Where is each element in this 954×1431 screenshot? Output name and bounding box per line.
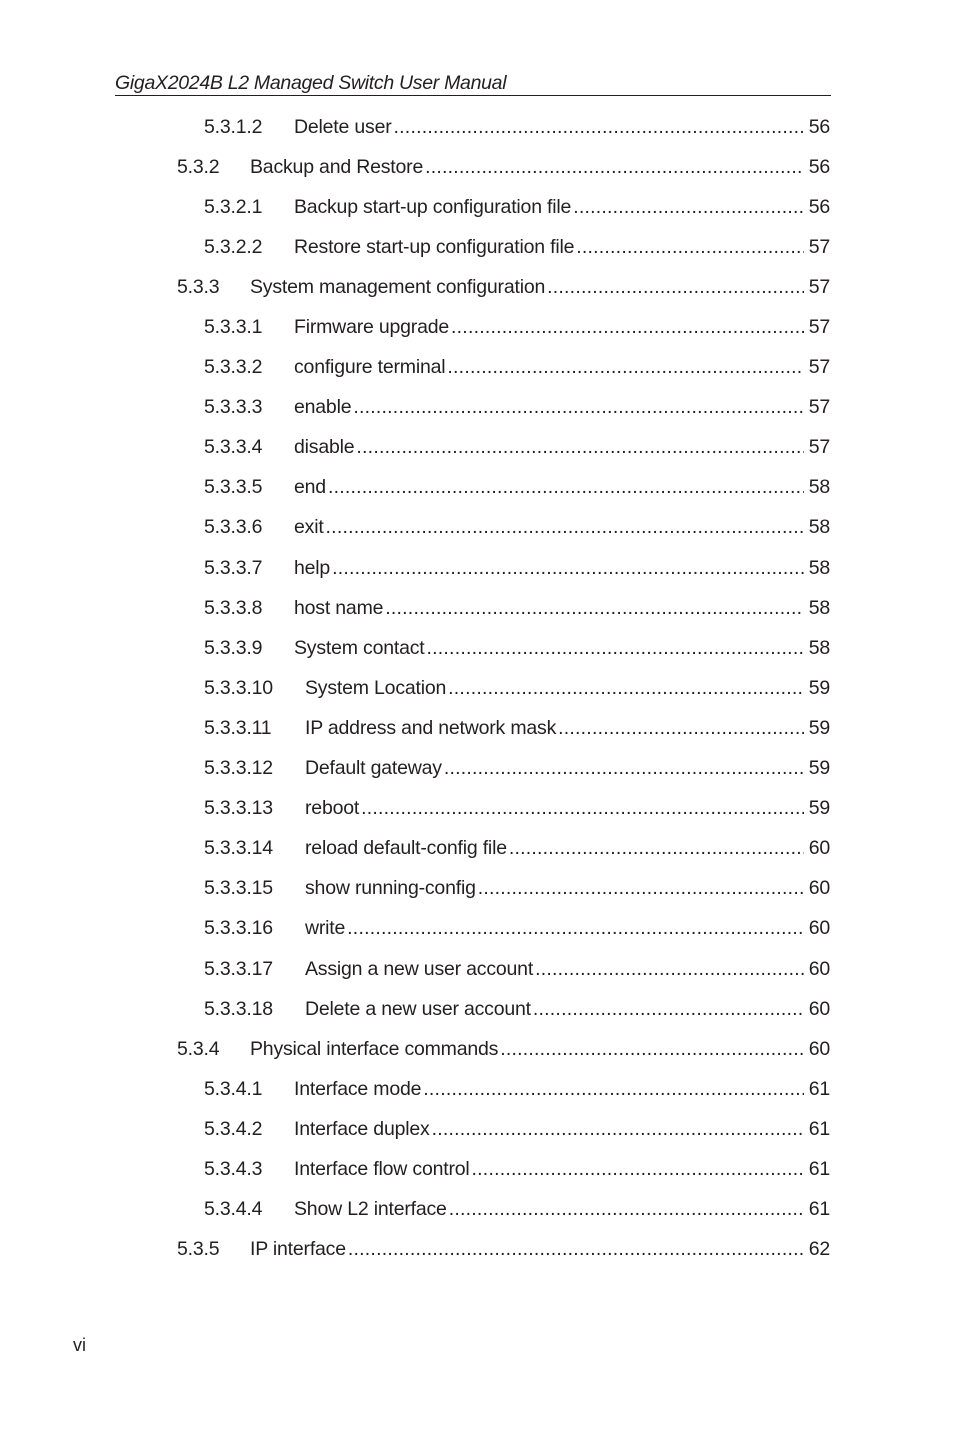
toc-entry-number: 5.3.4.4 bbox=[204, 1198, 263, 1221]
toc-entry-page: 60 bbox=[808, 917, 830, 940]
toc-entry-label: show running-config bbox=[305, 877, 476, 900]
toc-entry-page: 58 bbox=[808, 476, 830, 499]
dot-leader bbox=[385, 597, 804, 620]
toc-entry-line bbox=[294, 436, 830, 459]
toc-entry-line bbox=[294, 356, 830, 379]
toc-entry-label: end bbox=[294, 476, 326, 499]
toc-entry-line bbox=[294, 476, 830, 499]
toc-entry-label: help bbox=[294, 556, 331, 579]
toc-entry-line bbox=[294, 1158, 830, 1181]
toc-entry-page: 61 bbox=[808, 1077, 830, 1100]
toc-entry-number: 5.3.3.6 bbox=[204, 516, 263, 539]
toc-entry-page: 56 bbox=[808, 155, 830, 178]
toc-entry-number: 5.3.3.5 bbox=[204, 476, 263, 499]
toc-entry[interactable] bbox=[0, 428, 954, 468]
toc-entry-page: 58 bbox=[808, 596, 830, 619]
toc-entry[interactable] bbox=[0, 588, 954, 628]
toc-entry-line bbox=[305, 837, 830, 860]
toc-entry-page: 57 bbox=[808, 235, 830, 258]
toc-entry[interactable] bbox=[0, 949, 954, 989]
toc-entry-page: 60 bbox=[808, 877, 830, 900]
toc-entry-number: 5.3.4 bbox=[177, 1037, 220, 1060]
toc-entry-label: write bbox=[305, 917, 346, 940]
dot-leader bbox=[509, 837, 804, 860]
dot-leader bbox=[478, 877, 804, 900]
toc-entry-number: 5.3.4.1 bbox=[204, 1077, 263, 1100]
toc-entry-label: Show L2 interface bbox=[294, 1198, 447, 1221]
toc-entry-number: 5.3.4.3 bbox=[204, 1157, 263, 1180]
toc-entry[interactable] bbox=[0, 187, 954, 227]
toc-entry-number: 5.3.3.13 bbox=[204, 797, 273, 820]
dot-leader bbox=[361, 797, 804, 820]
toc-entry-number: 5.3.3.14 bbox=[204, 837, 273, 860]
toc-entry[interactable] bbox=[0, 869, 954, 909]
dot-leader bbox=[332, 557, 804, 580]
toc-entry-number: 5.3.3.3 bbox=[204, 396, 263, 419]
toc-entry-number: 5.3.3.15 bbox=[204, 877, 273, 900]
dot-leader bbox=[356, 436, 804, 459]
toc-entry[interactable] bbox=[0, 348, 954, 388]
toc-entry[interactable] bbox=[0, 909, 954, 949]
toc-entry-number: 5.3.4.2 bbox=[204, 1117, 263, 1140]
toc-entry-page: 56 bbox=[808, 115, 830, 138]
toc-entry-page: 61 bbox=[808, 1117, 830, 1140]
dot-leader bbox=[444, 757, 804, 780]
toc-entry-number: 5.3.2 bbox=[177, 155, 220, 178]
toc-entry-number: 5.3.3.1 bbox=[204, 316, 263, 339]
dot-leader bbox=[348, 1238, 804, 1261]
toc-entry-number: 5.3.3.18 bbox=[204, 997, 273, 1020]
dot-leader bbox=[500, 1038, 804, 1061]
toc-entry-number: 5.3.3.17 bbox=[204, 957, 273, 980]
dot-leader bbox=[423, 1078, 804, 1101]
toc-entry-label: System management configuration bbox=[250, 275, 546, 298]
toc-entry-number: 5.3.3.10 bbox=[204, 676, 273, 699]
toc-entry-page: 56 bbox=[808, 195, 830, 218]
toc-entry-page: 60 bbox=[808, 957, 830, 980]
toc-entry-number: 5.3.3.9 bbox=[204, 636, 263, 659]
toc-entry-line bbox=[305, 797, 830, 820]
toc-entry-line bbox=[305, 677, 830, 700]
page-header bbox=[115, 71, 831, 96]
toc-entry-label: Delete a new user account bbox=[305, 997, 531, 1020]
toc-entry-page: 57 bbox=[808, 436, 830, 459]
dot-leader bbox=[472, 1158, 804, 1181]
toc-entry[interactable] bbox=[0, 147, 954, 187]
toc-entry-page: 61 bbox=[808, 1157, 830, 1180]
toc-entry[interactable] bbox=[0, 227, 954, 267]
toc-entry-page: 58 bbox=[808, 516, 830, 539]
toc-entry-number: 5.3.1.2 bbox=[204, 115, 263, 138]
toc-entry-number: 5.3.3.8 bbox=[204, 596, 263, 619]
toc-entry-line bbox=[305, 877, 830, 900]
toc-entry-page: 57 bbox=[808, 356, 830, 379]
toc-entry[interactable] bbox=[0, 388, 954, 428]
toc-entry-line bbox=[294, 637, 830, 660]
toc-entry[interactable] bbox=[0, 749, 954, 789]
toc-entry-label: Interface flow control bbox=[294, 1157, 470, 1180]
toc-entry-line bbox=[294, 557, 830, 580]
toc-entry-line bbox=[305, 757, 830, 780]
toc-entry-number: 5.3.2.2 bbox=[204, 235, 263, 258]
toc-entry-number: 5.3.3.16 bbox=[204, 917, 273, 940]
dot-leader bbox=[432, 1118, 804, 1141]
toc-entry-label: configure terminal bbox=[294, 356, 446, 379]
toc-entry-number: 5.3.3.12 bbox=[204, 757, 273, 780]
toc-entry-page: 57 bbox=[808, 396, 830, 419]
toc-entry-page: 59 bbox=[808, 797, 830, 820]
toc-entry-label: host name bbox=[294, 596, 384, 619]
toc-entry[interactable] bbox=[0, 1230, 954, 1270]
toc-entry-number: 5.3.3.4 bbox=[204, 436, 263, 459]
toc-entry[interactable] bbox=[0, 107, 954, 147]
toc-entry-line bbox=[294, 1198, 830, 1221]
toc-entry-line bbox=[294, 316, 830, 339]
dot-leader bbox=[576, 236, 804, 259]
dot-leader bbox=[427, 637, 804, 660]
toc-entry-page: 60 bbox=[808, 837, 830, 860]
toc-entry[interactable] bbox=[0, 789, 954, 829]
toc-entry[interactable] bbox=[0, 829, 954, 869]
toc-entry-label: Physical interface commands bbox=[250, 1037, 499, 1060]
toc-entry-page: 61 bbox=[808, 1198, 830, 1221]
toc-entry[interactable] bbox=[0, 468, 954, 508]
toc-entry-label: Backup start-up configuration file bbox=[294, 195, 572, 218]
toc-entry-page: 58 bbox=[808, 636, 830, 659]
toc-entry-line bbox=[250, 276, 830, 299]
dot-leader bbox=[533, 998, 804, 1021]
dot-leader bbox=[558, 717, 804, 740]
toc-entry-label: Interface mode bbox=[294, 1077, 422, 1100]
toc-entry-number: 5.3.3 bbox=[177, 275, 220, 298]
toc-entry-label: System contact bbox=[294, 636, 425, 659]
toc-entry-label: Default gateway bbox=[305, 757, 442, 780]
toc-entry-number: 5.3.5 bbox=[177, 1238, 220, 1261]
toc-entry-label: reload default-config file bbox=[305, 837, 507, 860]
dot-leader bbox=[347, 917, 804, 940]
table-of-contents bbox=[0, 107, 954, 1270]
page-number: vi bbox=[73, 1335, 86, 1355]
toc-entry-line bbox=[294, 196, 830, 219]
dot-leader bbox=[425, 156, 804, 179]
dot-leader bbox=[353, 396, 804, 419]
toc-entry-label: enable bbox=[294, 396, 352, 419]
toc-entry-page: 59 bbox=[808, 716, 830, 739]
toc-entry-page: 57 bbox=[808, 275, 830, 298]
toc-entry-page: 60 bbox=[808, 997, 830, 1020]
dot-leader bbox=[328, 476, 804, 499]
toc-entry-line bbox=[294, 1118, 830, 1141]
toc-entry-label: exit bbox=[294, 516, 324, 539]
toc-entry-line bbox=[294, 1078, 830, 1101]
toc-entry-label: Backup and Restore bbox=[250, 155, 424, 178]
dot-leader bbox=[449, 1198, 804, 1221]
manual-title: GigaX2024B L2 Managed Switch User Manual bbox=[115, 72, 507, 94]
dot-leader bbox=[394, 116, 804, 139]
toc-entry[interactable] bbox=[0, 628, 954, 668]
toc-entry[interactable] bbox=[0, 508, 954, 548]
toc-entry[interactable] bbox=[0, 989, 954, 1029]
toc-entry-line bbox=[250, 156, 830, 179]
toc-entry-line bbox=[305, 717, 830, 740]
toc-entry[interactable] bbox=[0, 1029, 954, 1069]
toc-entry-number: 5.3.3.2 bbox=[204, 356, 263, 379]
toc-entry[interactable] bbox=[0, 708, 954, 748]
toc-entry-number: 5.3.2.1 bbox=[204, 195, 263, 218]
toc-entry-label: IP interface bbox=[250, 1238, 346, 1261]
toc-entry-number: 5.3.3.7 bbox=[204, 556, 263, 579]
toc-entry-line bbox=[305, 917, 830, 940]
toc-entry[interactable] bbox=[0, 1190, 954, 1230]
toc-entry-page: 62 bbox=[808, 1238, 830, 1261]
toc-entry-line bbox=[250, 1038, 830, 1061]
toc-entry-line bbox=[305, 998, 830, 1021]
toc-entry[interactable] bbox=[0, 668, 954, 708]
toc-entry-label: IP address and network mask bbox=[305, 716, 557, 739]
toc-entry[interactable] bbox=[0, 1069, 954, 1109]
toc-entry-label: reboot bbox=[305, 797, 360, 820]
toc-entry-page: 60 bbox=[808, 1037, 830, 1060]
toc-entry-label: Interface duplex bbox=[294, 1117, 430, 1140]
toc-entry[interactable] bbox=[0, 307, 954, 347]
dot-leader bbox=[535, 958, 804, 981]
toc-entry-label: disable bbox=[294, 436, 355, 459]
toc-entry-line bbox=[305, 958, 830, 981]
dot-leader bbox=[573, 196, 804, 219]
dot-leader bbox=[547, 276, 804, 299]
toc-entry[interactable] bbox=[0, 1109, 954, 1149]
toc-entry-label: System Location bbox=[305, 676, 447, 699]
toc-entry-label: Firmware upgrade bbox=[294, 316, 450, 339]
toc-entry-line bbox=[294, 236, 830, 259]
toc-entry-page: 59 bbox=[808, 676, 830, 699]
toc-entry[interactable] bbox=[0, 548, 954, 588]
toc-entry-line bbox=[294, 597, 830, 620]
toc-entry-line bbox=[294, 396, 830, 419]
dot-leader bbox=[326, 516, 804, 539]
toc-entry-page: 59 bbox=[808, 757, 830, 780]
dot-leader bbox=[451, 316, 804, 339]
toc-entry-line bbox=[250, 1238, 830, 1261]
dot-leader bbox=[448, 677, 804, 700]
toc-entry-number: 5.3.3.11 bbox=[204, 716, 272, 739]
dot-leader bbox=[447, 356, 804, 379]
toc-entry[interactable] bbox=[0, 1149, 954, 1189]
toc-entry-label: Assign a new user account bbox=[305, 957, 534, 980]
toc-entry-page: 58 bbox=[808, 556, 830, 579]
toc-entry-page: 57 bbox=[808, 316, 830, 339]
toc-entry[interactable] bbox=[0, 267, 954, 307]
toc-entry-label: Delete user bbox=[294, 115, 392, 138]
toc-entry-line bbox=[294, 516, 830, 539]
toc-entry-label: Restore start-up configuration file bbox=[294, 235, 575, 258]
toc-entry-line bbox=[294, 116, 830, 139]
